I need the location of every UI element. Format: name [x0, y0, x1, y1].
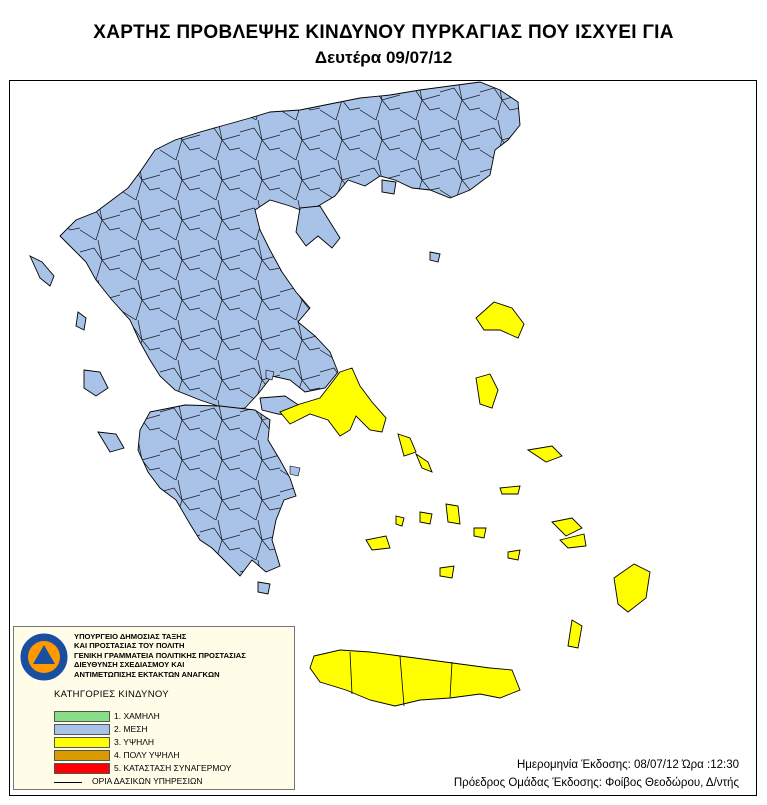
zakynthos-island: [98, 432, 124, 452]
risk-category-label: 3. ΥΨΗΛΗ: [114, 737, 155, 747]
kos-island: [560, 534, 586, 548]
ministry-line: ΚΑΙ ΠΡΟΣΤΑΣΙΑΣ ΤΟΥ ΠΟΛΙΤΗ: [74, 641, 185, 651]
risk-category-label: 5. ΚΑΤΑΣΤΑΣΗ ΣΥΝΑΓΕΡΜΟΥ: [114, 763, 232, 773]
ministry-line: ΓΕΝΙΚΗ ΓΡΑΜΜΑΤΕΙΑ ΠΟΛΙΤΙΚΗΣ ΠΡΟΣΤΑΣΙΑΣ: [74, 650, 246, 660]
cyclades-small-3: [508, 550, 520, 560]
cyclades-small-2: [474, 528, 486, 538]
high-risk-regions: [280, 302, 650, 706]
map-title: ΧΑΡΤΗΣ ΠΡΟΒΛΕΨΗΣ ΚΙΝΔΥΝΟΥ ΠΥΡΚΑΓΙΑΣ ΠΟΥ ΙΣΧΥΕΙ ΓΙΑ: [93, 22, 674, 43]
medium-swatch: [54, 724, 110, 735]
risk-category-alarm: [54, 763, 274, 774]
risk-category-medium: [54, 724, 274, 735]
risk-category-very-high: [54, 750, 274, 761]
low-swatch: [54, 711, 110, 722]
milos-island: [366, 536, 390, 550]
samothraki-island: [430, 252, 440, 262]
naxos-island: [446, 504, 460, 524]
cyclades-small-1: [396, 516, 404, 526]
very-high-swatch: [54, 750, 110, 761]
chalkidiki-region: [296, 206, 340, 248]
santorini-island: [440, 566, 454, 578]
risk-category-low: [54, 711, 274, 722]
corfu-island: [30, 256, 54, 286]
karpathos-island: [568, 620, 582, 648]
kefalonia-island: [84, 370, 108, 396]
samos-island: [528, 446, 562, 462]
chios-island: [476, 374, 498, 408]
issued-by: Πρόεδρος Ομάδας Έκδοσης: Φοίβος Θεοδώρου, Δ/ντής: [453, 777, 739, 789]
thassos-island: [382, 180, 396, 194]
andros-island: [416, 454, 432, 472]
risk-category-label: 2. ΜΕΣΗ: [114, 724, 148, 734]
high-swatch: [54, 737, 110, 748]
ministry-block: [74, 632, 294, 679]
map-date: Δευτέρα 09/07/12: [314, 48, 453, 67]
risk-category-label: 1. ΧΑΜΗΛΗ: [114, 711, 160, 721]
issue-date: Ημερομηνία Έκδοσης: 08/07/12 Ώρα :12:30: [517, 759, 739, 771]
alarm-swatch: [54, 763, 110, 774]
ministry-line: ΑΝΤΙΜΕΤΩΠΙΣΗΣ ΕΚΤΑΚΤΩΝ ΑΝΑΓΚΩΝ: [74, 669, 220, 679]
skyros-island: [398, 434, 416, 456]
kythira-island: [258, 582, 270, 594]
rhodes-island: [614, 564, 650, 612]
crete-island: [310, 650, 520, 706]
legend-panel: [13, 626, 295, 790]
ministry-line: ΥΠΟΥΡΓΕΙΟ ΔΗΜΟΣΙΑΣ ΤΑΞΗΣ: [74, 632, 187, 641]
forest-border-label: ΟΡΙΑ ΔΑΣΙΚΩΝ ΥΠΗΡΕΣΙΩΝ: [92, 776, 203, 786]
forest-border-line: [54, 782, 82, 783]
kalymnos-island: [552, 518, 582, 536]
risk-category-high: [54, 737, 274, 748]
ministry-line: ΔΙΕΥΘΥΝΣΗ ΣΧΕΔΙΑΣΜΟΥ ΚΑΙ: [74, 660, 185, 670]
lefkada-island: [76, 312, 86, 330]
risk-categories-title: ΚΑΤΗΓΟΡΙΕΣ ΚΙΝΔΥΝΟΥ: [54, 689, 169, 700]
civil-protection-logo: [19, 632, 69, 682]
ikaria-island: [500, 486, 520, 494]
paros-island: [420, 512, 432, 524]
lesvos-island: [476, 302, 524, 338]
risk-category-label: 4. ΠΟΛΥ ΥΨΗΛΗ: [114, 750, 180, 760]
